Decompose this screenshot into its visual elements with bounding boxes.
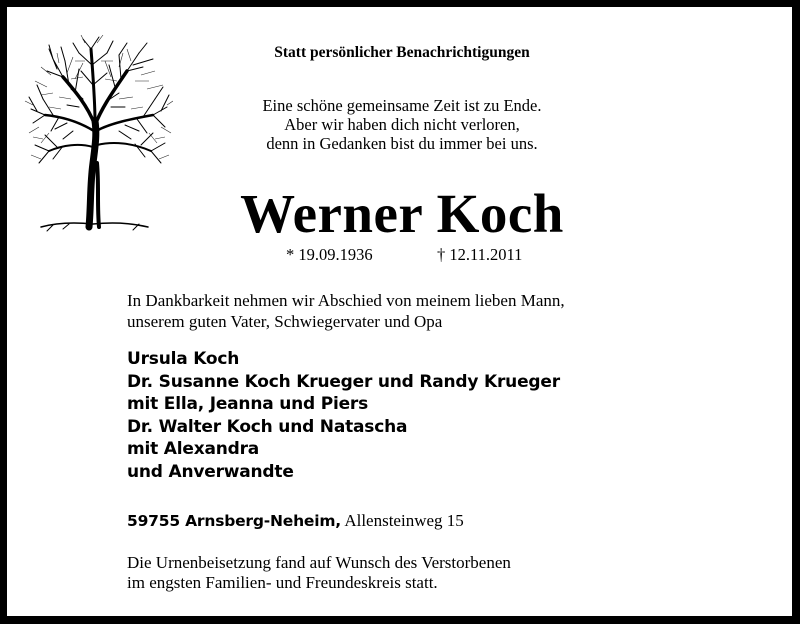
death-date: † 12.11.2011: [437, 245, 523, 264]
header-note: Statt persönlicher Benachrichtigungen: [274, 44, 530, 61]
obituary-card: [7, 7, 792, 616]
verse-line: denn in Gedanken bist du immer bei uns.: [266, 134, 538, 153]
address: [127, 511, 464, 531]
mourner: Dr. Susanne Koch Krueger und Randy Krueger: [127, 371, 560, 392]
burial-line: im engsten Familien- und Freundeskreis statt.: [127, 573, 438, 592]
mourner: mit Ella, Jeanna und Piers: [127, 394, 369, 414]
address-street: Allensteinweg 15: [344, 511, 464, 530]
mourner: Dr. Walter Koch und Natascha: [127, 416, 408, 437]
farewell-text: [127, 290, 565, 332]
memorial-verse: [147, 96, 657, 153]
farewell-line: In Dankbarkeit nehmen wir Abschied von meinem lieben Mann,: [127, 291, 565, 310]
mourners-list: [127, 348, 560, 483]
birth-date: * 19.09.1936: [286, 245, 373, 264]
mourner: und Anverwandte: [127, 461, 294, 482]
verse-line: Eine schöne gemeinsame Zeit ist zu Ende.: [262, 96, 542, 115]
address-city: 59755 Arnsberg-Neheim,: [127, 512, 341, 530]
mourner: mit Alexandra: [127, 439, 260, 459]
farewell-line: unserem guten Vater, Schwiegervater und Opa: [127, 312, 443, 331]
mourner: Ursula Koch: [127, 349, 240, 369]
burial-note: [127, 553, 511, 593]
verse-line: Aber wir haben dich nicht verloren,: [284, 115, 520, 134]
burial-line: Die Urnenbeisetzung fand auf Wunsch des Verstorbenen: [127, 553, 511, 572]
deceased-name: Werner Koch: [240, 183, 564, 244]
